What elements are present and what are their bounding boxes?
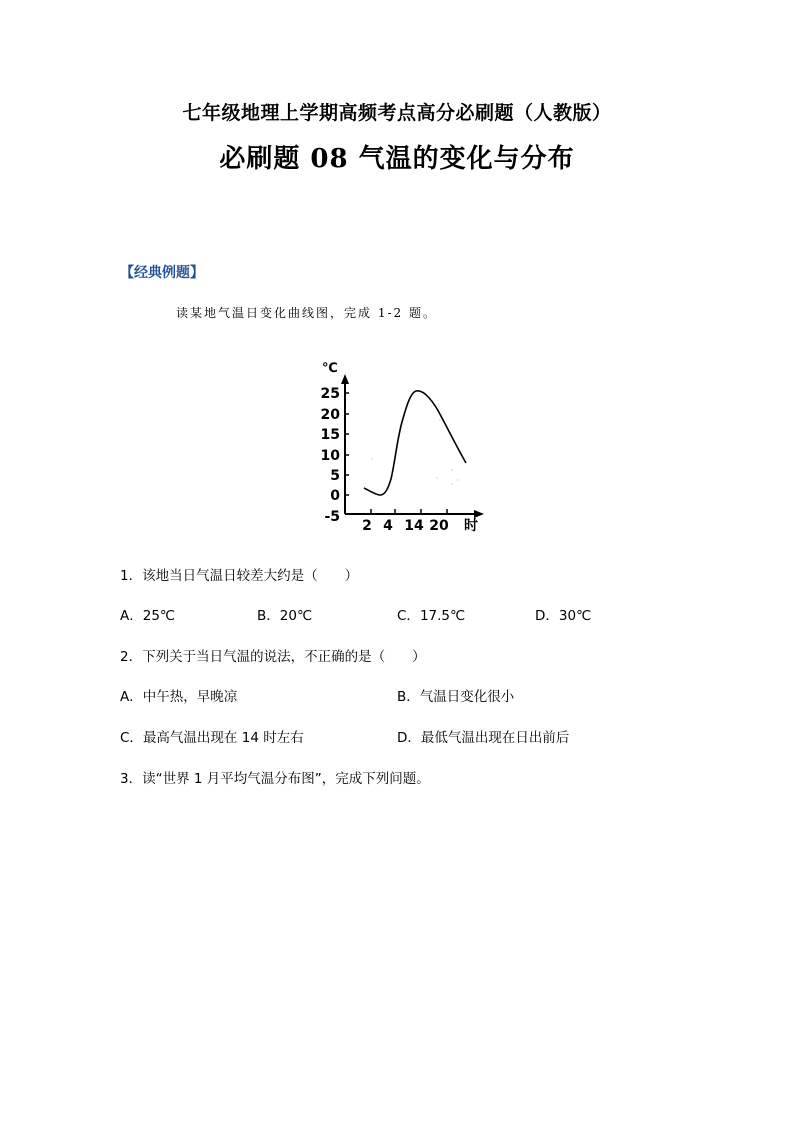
option-text: 17.5℃ bbox=[419, 608, 466, 624]
svg-text:15: 15 bbox=[320, 427, 340, 443]
question-3 bbox=[120, 767, 430, 787]
svg-text:14: 14 bbox=[404, 518, 424, 534]
option-text: 30℃ bbox=[558, 608, 592, 624]
option-label: C． bbox=[120, 730, 143, 746]
temperature-curve bbox=[364, 391, 466, 495]
temperature-daily-curve-chart bbox=[305, 350, 505, 540]
option-label: A． bbox=[120, 689, 143, 705]
question-number: 3． bbox=[120, 771, 143, 787]
y-axis-unit-label: ℃ bbox=[322, 361, 338, 376]
document-subtitle: 七年级地理上学期高频考点高分必刷题（人教版） bbox=[182, 102, 612, 124]
option-label: B． bbox=[257, 608, 280, 624]
question-text: 读“世界 1 月平均气温分布图”，完成下列问题。 bbox=[142, 771, 430, 787]
intro-instruction: 读某地气温日变化曲线图，完成 1-2 题。 bbox=[176, 306, 437, 320]
question-number: 1． bbox=[120, 568, 143, 584]
svg-text:25: 25 bbox=[320, 386, 340, 402]
option-text: 气温日变化很小 bbox=[419, 689, 515, 705]
svg-text:20: 20 bbox=[320, 407, 340, 423]
svg-text:10: 10 bbox=[320, 448, 340, 464]
svg-text:5: 5 bbox=[330, 468, 340, 484]
q2-option-d[interactable] bbox=[397, 726, 569, 746]
svg-text:4: 4 bbox=[383, 518, 393, 534]
q2-option-b[interactable] bbox=[397, 685, 514, 705]
q1-option-d[interactable] bbox=[535, 604, 591, 624]
question-2 bbox=[120, 645, 426, 665]
question-number: 2． bbox=[120, 649, 143, 665]
option-text: 25℃ bbox=[142, 608, 176, 624]
option-label: D． bbox=[397, 730, 421, 746]
option-text: 20℃ bbox=[279, 608, 313, 624]
document-title: 必刷题 08 气温的变化与分布 bbox=[219, 144, 575, 174]
q2-option-a[interactable] bbox=[120, 685, 237, 705]
svg-text:-5: -5 bbox=[324, 509, 340, 525]
q1-option-b[interactable] bbox=[257, 604, 312, 624]
question-text: 该地当日气温日较差大约是（ ） bbox=[142, 568, 359, 584]
x-axis-arrow-icon bbox=[474, 510, 484, 518]
y-axis-arrow-icon bbox=[341, 374, 349, 384]
x-tick-labels bbox=[362, 518, 478, 534]
option-label: A． bbox=[120, 608, 143, 624]
svg-text:2: 2 bbox=[362, 518, 372, 534]
question-1 bbox=[120, 564, 358, 584]
svg-text:0: 0 bbox=[330, 488, 340, 504]
svg-text:20: 20 bbox=[429, 518, 449, 534]
option-text: 最高气温出现在 14 时左右 bbox=[142, 730, 304, 746]
q1-option-c[interactable] bbox=[397, 604, 465, 624]
q2-option-c[interactable] bbox=[120, 726, 304, 746]
option-label: C． bbox=[397, 608, 420, 624]
option-label: D． bbox=[535, 608, 559, 624]
question-text: 下列关于当日气温的说法，不正确的是（ ） bbox=[142, 649, 426, 665]
y-tick-labels bbox=[321, 386, 341, 525]
scan-noise bbox=[371, 419, 458, 484]
option-text: 中午热，早晚凉 bbox=[142, 689, 238, 705]
option-label: B． bbox=[397, 689, 420, 705]
chart-svg bbox=[305, 350, 505, 540]
option-text: 最低气温出现在日出前后 bbox=[420, 730, 570, 746]
x-axis-unit-label: 时 bbox=[464, 518, 478, 534]
q1-option-a[interactable] bbox=[120, 604, 175, 624]
section-label-classic-examples: 【经典例题】 bbox=[120, 265, 204, 281]
